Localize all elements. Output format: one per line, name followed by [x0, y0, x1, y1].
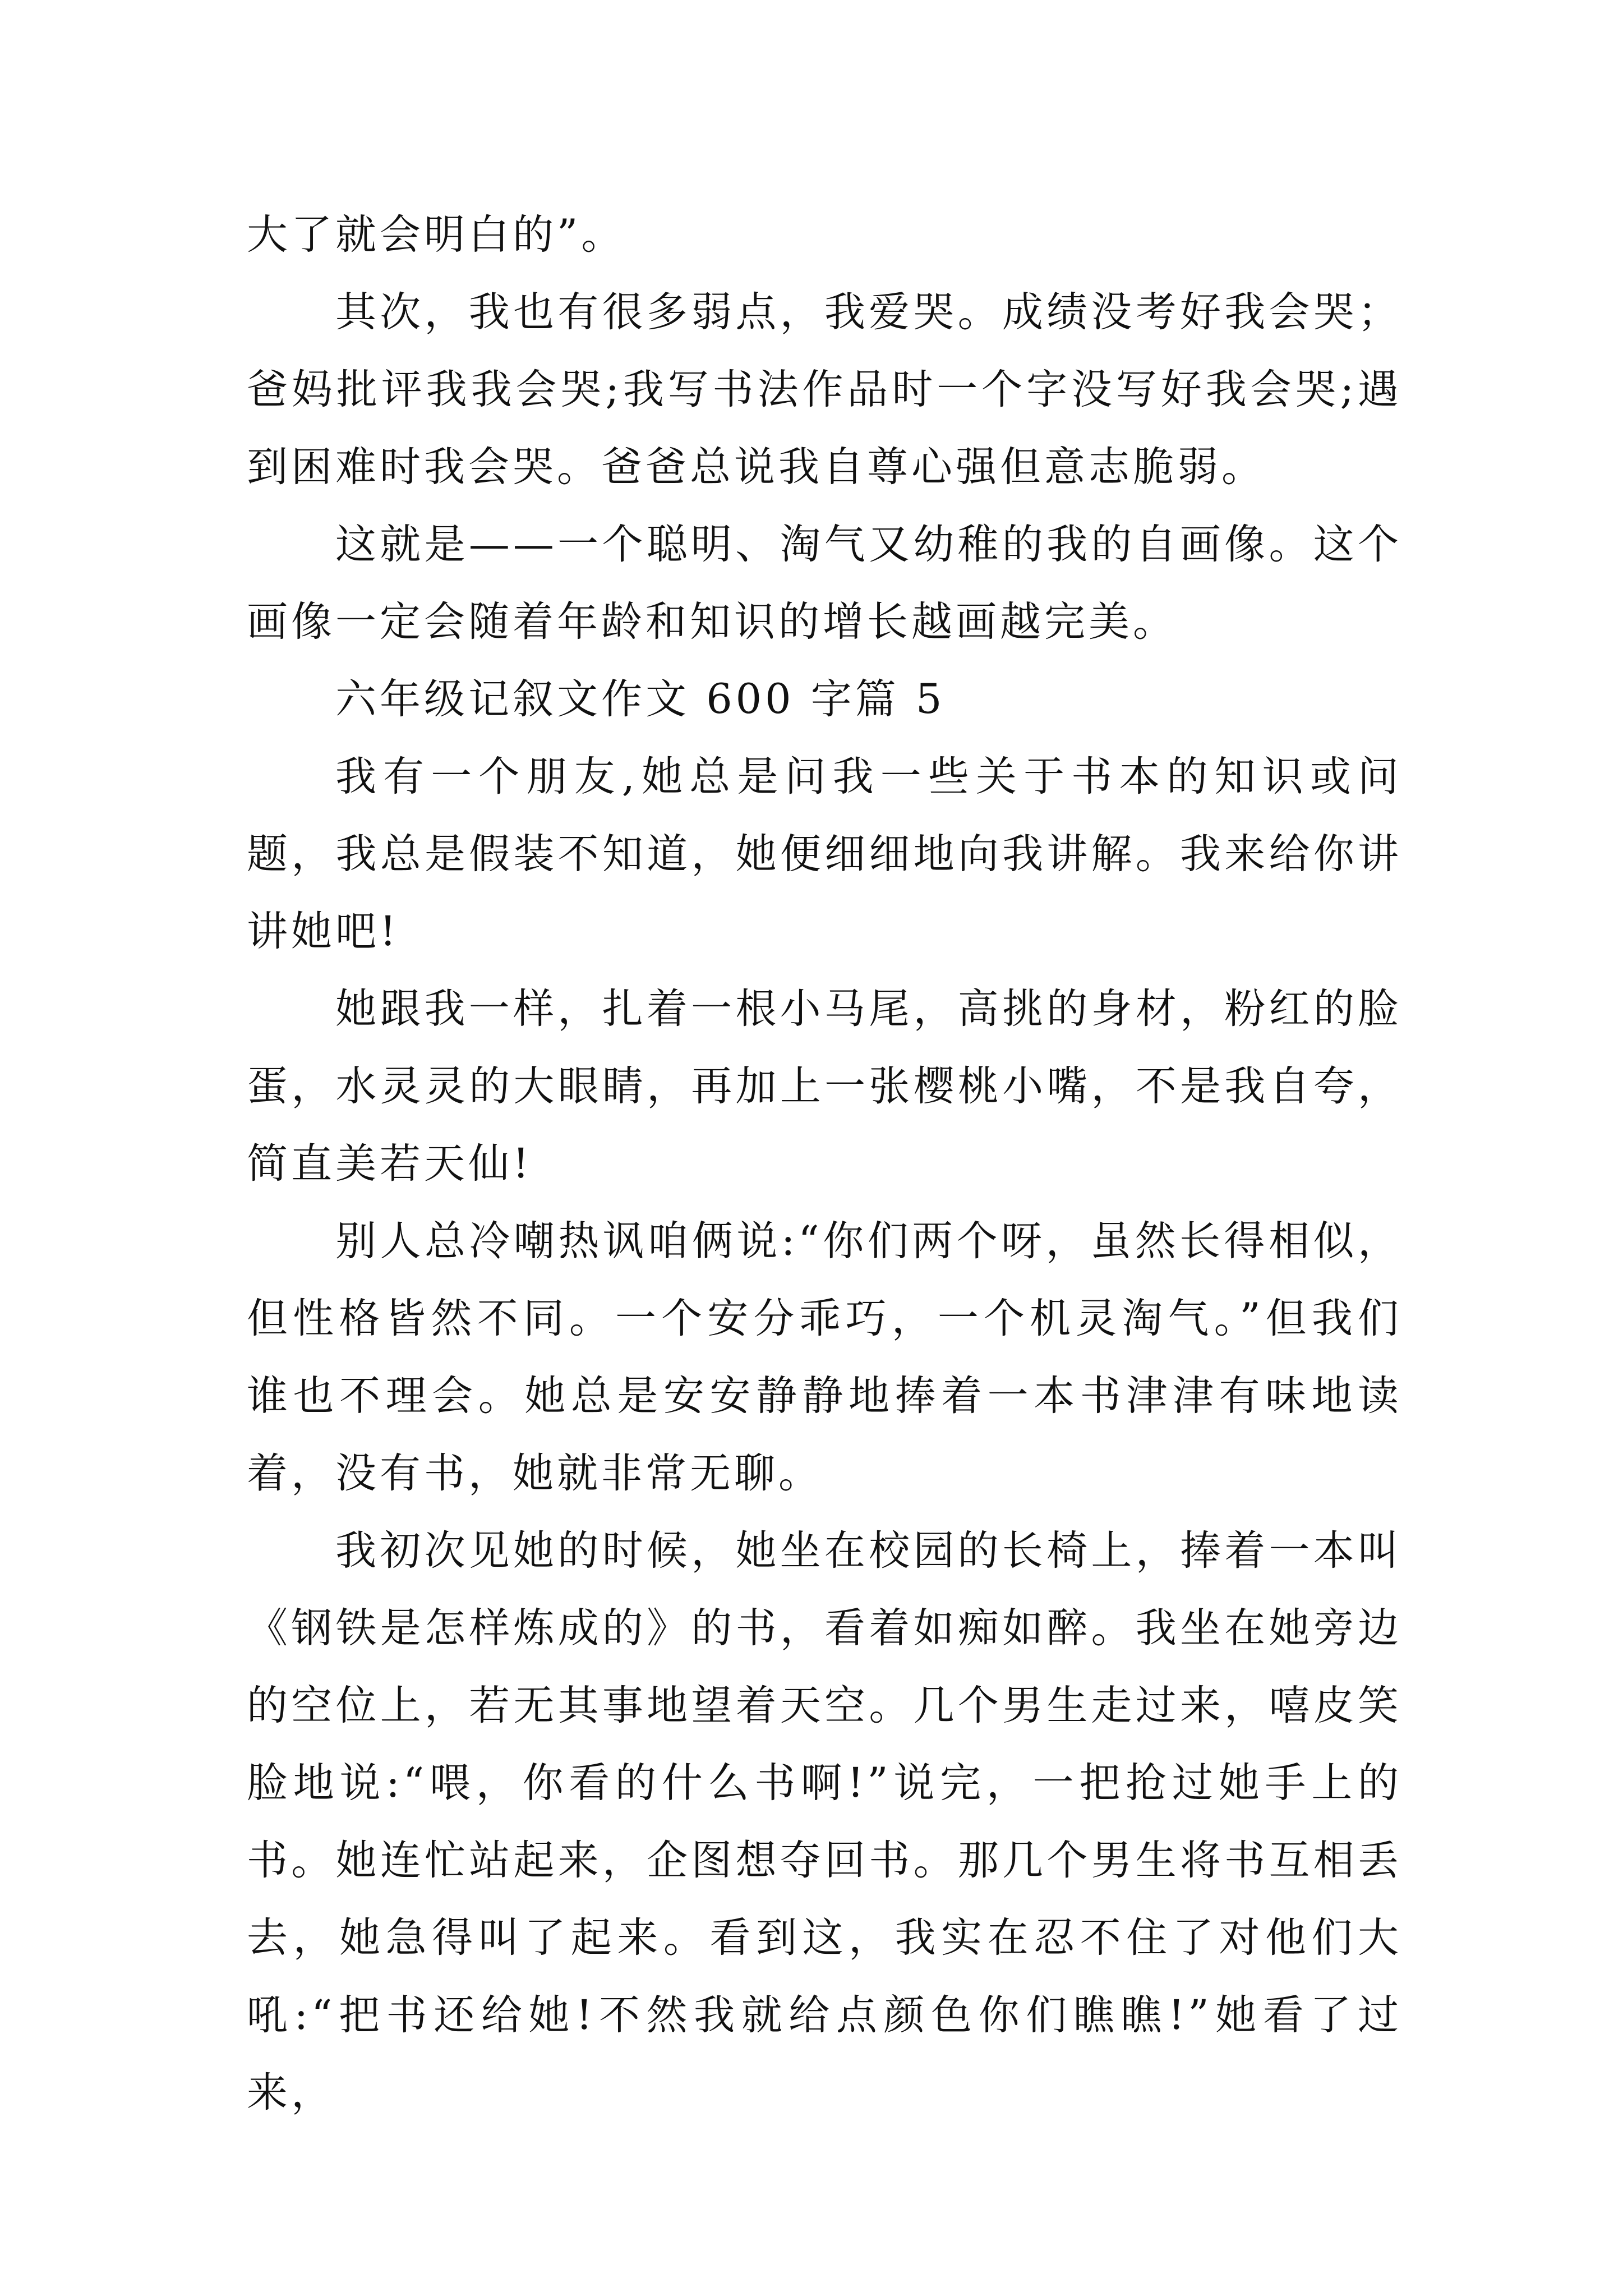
section-heading: 六年级记叙文作文 600 字篇 5	[335, 675, 946, 723]
body-text	[247, 196, 1402, 2132]
paragraph-others-comments: 别人总冷嘲热讽咱俩说:“你们两个呀，虽然长得相似，但性格皆然不同。一个安分乖巧，一个机灵淘气。”但我们谁也不理会。她总是安安静静地捧着一本书津津有味地读着，没有书，她就非常无聊。	[247, 1217, 1402, 1497]
paragraph-friend-appearance: 她跟我一样，扎着一根小马尾，高挑的身材，粉红的脸蛋，水灵灵的大眼睛，再加上一张樱桃小嘴，不是我自夸，简直美若天仙!	[247, 985, 1402, 1188]
paragraph-friend-intro: 我有一个朋友,她总是问我一些关于书本的知识或问题，我总是假装不知道，她便细细地向我讲解。我来给你讲讲她吧!	[247, 753, 1402, 955]
paragraph-first-meeting: 我初次见她的时候，她坐在校园的长椅上，捧着一本叫《钢铁是怎样炼成的》的书，看着如痴如醉。我坐在她旁边的空位上，若无其事地望着天空。几个男生走过来，嘻皮笑脸地说:“喂，你看的什么书啊!”说完，一把抢过她手上的书。她连忙站起来，企图想夺回书。那几个男生将书互相丢去，她急得叫了起来。看到这，我实在忍不住了对他们大吼:“把书还给她!不然我就给点颜色你们瞧瞧!”她看了过来，	[247, 1527, 1402, 2116]
paragraph-self-portrait: 这就是——一个聪明、淘气又幼稚的我的自画像。这个画像一定会随着年龄和知识的增长越画越完美。	[247, 521, 1402, 646]
paragraph-continuation: 大了就会明白的”。	[247, 211, 626, 259]
paragraph-weaknesses: 其次，我也有很多弱点，我爱哭。成绩没考好我会哭；爸妈批评我我会哭;我写书法作品时一个字没写好我会哭;遇到困难时我会哭。爸爸总说我自尊心强但意志脆弱。	[247, 288, 1402, 491]
